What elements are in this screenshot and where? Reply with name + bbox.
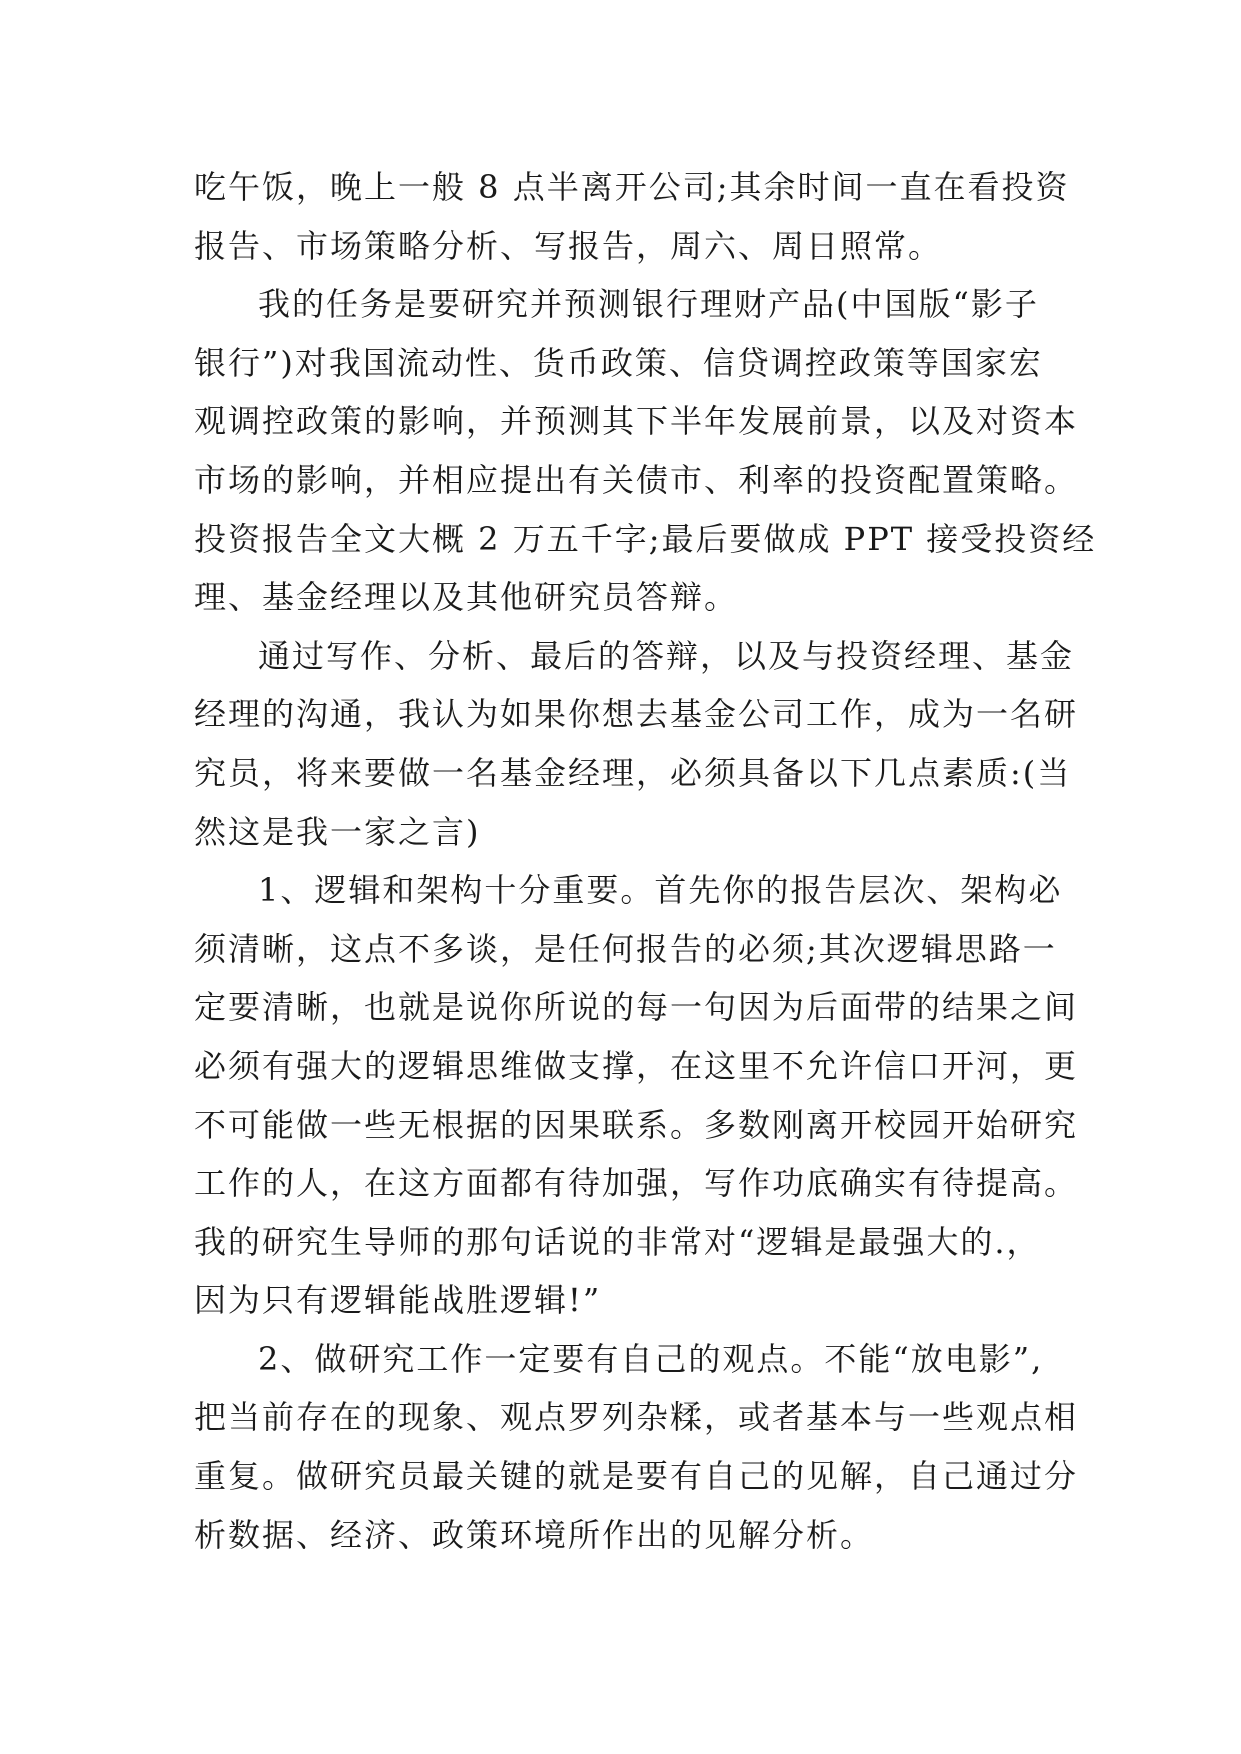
text-line: 工作的人，在这方面都有待加强，写作功底确实有待提高。 [194,1164,1079,1203]
paragraph-first-line: 我的任务是要研究并预测银行理财产品(中国版“影子 [258,285,1039,324]
paragraph-first-line: 通过写作、分析、最后的答辩，以及与投资经理、基金 [258,636,1075,675]
text-line: 析数据、经济、政策环境所作出的见解分析。 [194,1515,875,1554]
text-line: 投资报告全文大概 2 万五千字;最后要做成 PPT 接受投资经 [194,519,1097,558]
text-line: 须清晰，这点不多谈，是任何报告的必须;其次逻辑思路一 [194,929,1057,968]
text-line: 理、基金经理以及其他研究员答辩。 [194,578,739,617]
text-line: 重复。做研究员最关键的就是要有自己的见解，自己通过分 [194,1457,1079,1496]
text-line: 必须有强大的逻辑思维做支撑，在这里不允许信口开河，更 [194,1046,1079,1085]
text-line: 我的研究生导师的那句话说的非常对“逻辑是最强大的.， [194,1222,1041,1261]
text-line: 因为只有逻辑能战胜逻辑!” [194,1281,602,1320]
text-line: 观调控政策的影响，并预测其下半年发展前景，以及对资本 [194,402,1079,441]
paragraph-first-line: 1、逻辑和架构十分重要。首先你的报告层次、架构必 [258,871,1063,910]
text-line: 究员，将来要做一名基金经理，必须具备以下几点素质:(当 [194,753,1072,792]
text-line: 然这是我一家之言) [194,812,481,851]
text-line: 不可能做一些无根据的因果联系。多数刚离开校园开始研究 [194,1105,1079,1144]
text-line: 银行”)对我国流动性、货币政策、信贷调控政策等国家宏 [194,343,1043,382]
text-line: 把当前存在的现象、观点罗列杂糅，或者基本与一些观点相 [194,1398,1079,1437]
text-line: 定要清晰，也就是说你所说的每一句因为后面带的结果之间 [194,988,1079,1027]
text-line: 市场的影响，并相应提出有关债市、利率的投资配置策略。 [194,460,1079,499]
text-line: 经理的沟通，我认为如果你想去基金公司工作，成为一名研 [194,695,1079,734]
text-line: 报告、市场策略分析、写报告，周六、周日照常。 [194,226,943,265]
paragraph-first-line: 2、做研究工作一定要有自己的观点。不能“放电影”, [258,1339,1044,1378]
text-line: 吃午饭，晚上一般 8 点半离开公司;其余时间一直在看投资 [194,168,1070,206]
document-body [194,158,1097,1564]
